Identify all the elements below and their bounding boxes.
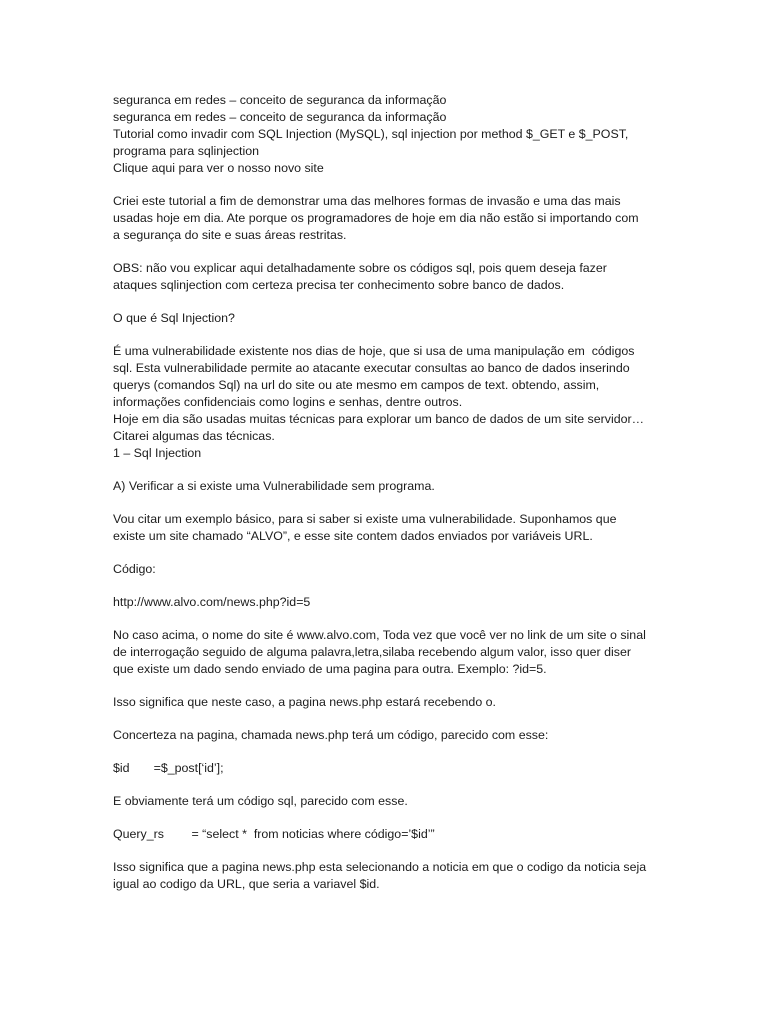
text-line: informações confidenciais como logins e senhas, dentre outros. bbox=[113, 395, 463, 409]
text-line: Hoje em dia são usadas muitas técnicas para explorar um banco de dados de um site servidor… bbox=[113, 412, 645, 426]
text-line: No caso acima, o nome do site é www.alvo.com, Toda vez que você ver no link de um site o sinal bbox=[113, 628, 646, 642]
section-title: 1 – Sql Injection bbox=[113, 446, 202, 460]
code-line: Query_rs = “select * from noticias where código=’$id’” bbox=[113, 827, 435, 841]
code-label: Código: bbox=[113, 562, 156, 576]
text-line: que existe um dado sendo enviado de uma pagina para outra. Exemplo: ?id=5. bbox=[113, 662, 547, 676]
paragraph-gap bbox=[113, 843, 658, 859]
text-line: igual ao codigo da URL, que seria a variavel $id. bbox=[113, 877, 380, 891]
paragraph-gap bbox=[113, 545, 658, 561]
text-line: querys (comandos Sql) na url do site ou ate mesmo em campos de text. obtendo, assim, bbox=[113, 378, 600, 392]
text-line: ataques sqlinjection com certeza precisa ter conhecimento sobre banco de dados. bbox=[113, 278, 565, 292]
text-line: Isso significa que a pagina news.php esta selecionando a noticia em que o codigo da noticia seja bbox=[113, 860, 647, 874]
paragraph-gap bbox=[113, 495, 658, 511]
text-line: Citarei algumas das técnicas. bbox=[113, 429, 275, 443]
paragraph-gap bbox=[113, 177, 658, 193]
text-line: usadas hoje em dia. Ate porque os programadores de hoje em dia não estão si importando com bbox=[113, 211, 639, 225]
code-line: $id =$_post[‘id’]; bbox=[113, 761, 224, 775]
paragraph-gap bbox=[113, 711, 658, 727]
heading-line: Tutorial como invadir com SQL Injection (MySQL), sql injection por method $_GET e $_POST, bbox=[113, 127, 629, 141]
text-line: A) Verificar a si existe uma Vulnerabilidade sem programa. bbox=[113, 479, 435, 493]
heading-line: seguranca em redes – conceito de seguranca da informação bbox=[113, 110, 447, 124]
text-line: Criei este tutorial a fim de demonstrar uma das melhores formas de invasão e uma das mais bbox=[113, 194, 621, 208]
text-line: Isso significa que neste caso, a pagina news.php estará recebendo o. bbox=[113, 695, 496, 709]
paragraph-gap bbox=[113, 678, 658, 694]
text-line: E obviamente terá um código sql, parecido com esse. bbox=[113, 794, 408, 808]
text-line: Vou citar um exemplo básico, para si saber si existe uma vulnerabilidade. Suponhamos que bbox=[113, 512, 617, 526]
paragraph-gap bbox=[113, 244, 658, 260]
paragraph-gap bbox=[113, 462, 658, 478]
section-question: O que é Sql Injection? bbox=[113, 311, 235, 325]
text-line: sql. Esta vulnerabilidade permite ao atacante executar consultas ao banco de dados inserindo bbox=[113, 361, 630, 375]
heading-line: seguranca em redes – conceito de seguranca da informação bbox=[113, 93, 447, 107]
paragraph-gap bbox=[113, 611, 658, 627]
paragraph-gap bbox=[113, 294, 658, 310]
text-line: de interrogação seguido de alguma palavra,letra,silaba recebendo algum valor, isso quer diser bbox=[113, 645, 631, 659]
paragraph-gap bbox=[113, 777, 658, 793]
text-line: Concerteza na pagina, chamada news.php terá um código, parecido com esse: bbox=[113, 728, 549, 742]
paragraph-gap bbox=[113, 744, 658, 760]
example-url: http://www.alvo.com/news.php?id=5 bbox=[113, 595, 311, 609]
text-line: É uma vulnerabilidade existente nos dias de hoje, que si usa de uma manipulação em códigos bbox=[113, 344, 635, 358]
text-line: a segurança do site e suas áreas restritas. bbox=[113, 228, 347, 242]
paragraph-gap bbox=[113, 810, 658, 826]
document-body bbox=[113, 92, 658, 893]
heading-line: programa para sqlinjection bbox=[113, 144, 260, 158]
new-site-link-text: Clique aqui para ver o nosso novo site bbox=[113, 161, 324, 175]
text-line: OBS: não vou explicar aqui detalhadamente sobre os códigos sql, pois quem deseja fazer bbox=[113, 261, 607, 275]
paragraph-gap bbox=[113, 327, 658, 343]
text-line: existe um site chamado “ALVO”, e esse site contem dados enviados por variáveis URL. bbox=[113, 529, 593, 543]
paragraph-gap bbox=[113, 578, 658, 594]
